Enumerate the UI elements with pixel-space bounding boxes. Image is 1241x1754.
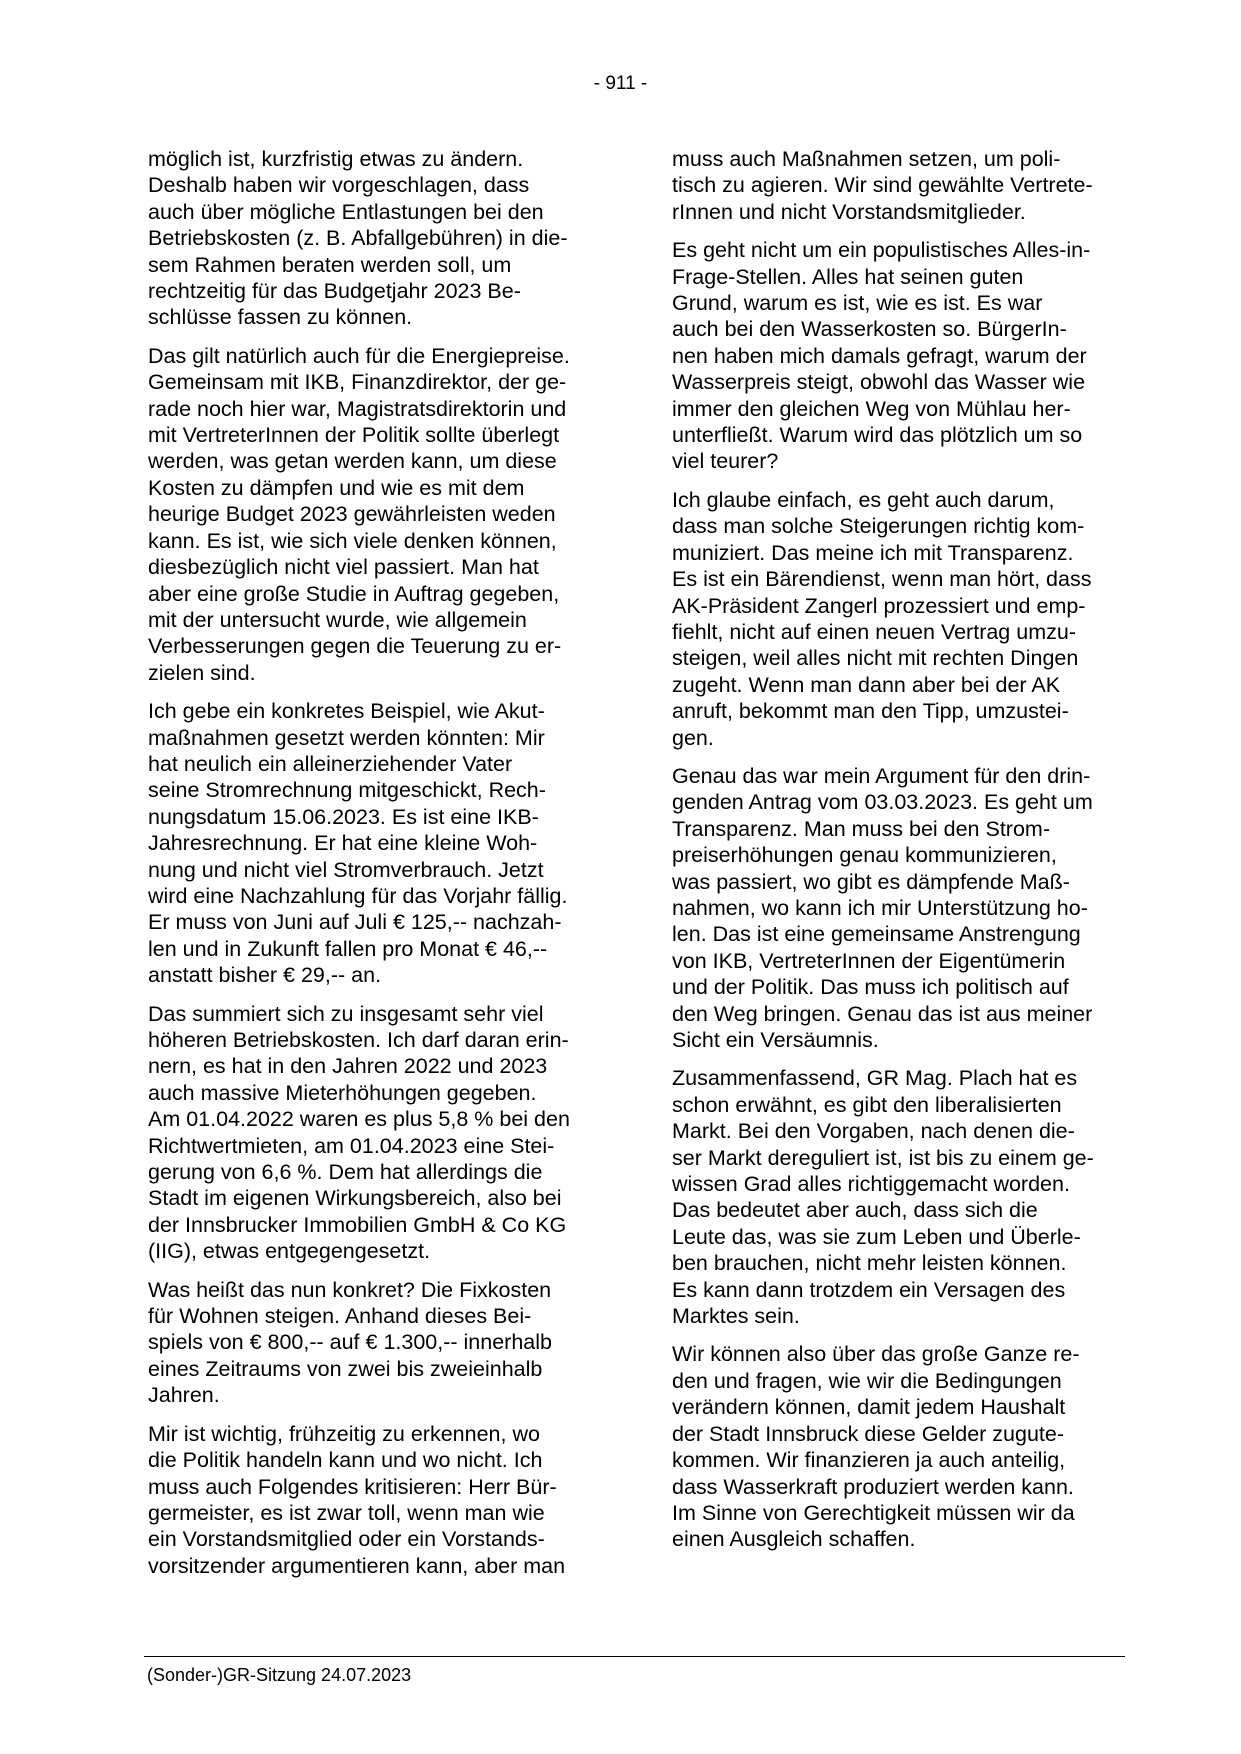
- paragraph: möglich ist, kurzfristig etwas zu ändern. Deshalb haben wir vorgeschlagen, dass auch über mögliche Entlastungen bei den Betriebskosten (z. B. Abfallgebühren) in die- sem Rahmen beraten werden soll, um rechtzeitig für das Budgetjahr 2023 Be- schlüsse fassen zu können.: [148, 147, 568, 330]
- paragraph: Ich glaube einfach, es geht auch darum, dass man solche Steigerungen richtig kom- muniziert. Das meine ich mit Transparenz. Es ist ein Bärendienst, wenn man hört, dass AK-Präsident Zangerl prozessiert und emp- fiehlt, nicht auf einen neuen Vertrag umzu- steigen, weil alles nicht mit rechten Dingen zugeht. Wenn man dann aber bei der AK anruft, bekommt man den Tipp, umzustei- gen.: [672, 487, 1092, 750]
- paragraph: Zusammenfassend, GR Mag. Plach hat es schon erwähnt, es gibt den liberalisierten Markt. Bei den Vorgaben, nach denen die- ser Markt dereguliert ist, ist bis zu einem ge- wissen Grad alles richtiggemacht worden. Das bedeutet aber auch, dass sich die Leute das, was sie zum Leben und Überle- ben brauchen, nicht mehr leisten können. Es kann dann trotzdem ein Versagen des Marktes sein.: [672, 1066, 1094, 1329]
- paragraph: Das summiert sich zu insgesamt sehr viel höheren Betriebskosten. Ich darf daran erin- nern, es hat in den Jahren 2022 und 2023 auch massive Mieterhöhungen gegeben. Am 01.04.2022 waren es plus 5,8 % bei den Richtwertmieten, am 01.04.2023 eine Stei- gerung von 6,6 %. Dem hat allerdings die Stadt im eigenen Wirkungsbereich, also bei der Innsbrucker Immobilien GmbH & Co KG (IIG), etwas entgegengesetzt.: [148, 1001, 570, 1264]
- footer-session-label: (Sonder-)GR-Sitzung 24.07.2023: [147, 1665, 412, 1685]
- right-column: [672, 146, 1122, 1565]
- paragraph: Es geht nicht um ein populistisches Alles-in- Frage-Stellen. Alles hat seinen guten Grund, warum es ist, wie es ist. Es war auch bei den Wasserkosten so. BürgerIn- nen haben mich damals gefragt, warum der Wasserpreis steigt, obwohl das Wasser wie immer den gleichen Weg von Mühlau her- unterfließt. Warum wird das plötzlich um so viel teurer?: [672, 238, 1091, 474]
- paragraph: Was heißt das nun konkret? Die Fixkosten für Wohnen steigen. Anhand dieses Bei- spiels von € 800,-- auf € 1.300,-- innerhalb eines Zeitraums von zwei bis zweieinhalb Jahren.: [148, 1277, 552, 1408]
- page-number: - 911 -: [593, 73, 648, 94]
- paragraph: Wir können also über das große Ganze re- den und fragen, wie wir die Bedingungen verändern können, damit jedem Haushalt der Stadt Innsbruck diese Gelder zugute- kommen. Wir finanzieren ja auch anteilig, dass Wasserkraft produziert werden kann. Im Sinne von Gerechtigkeit müssen wir da einen Ausgleich schaffen.: [672, 1342, 1080, 1552]
- left-column: [148, 146, 598, 1591]
- paragraph: Mir ist wichtig, frühzeitig zu erkennen, wo die Politik handeln kann und wo nicht. Ich muss auch Folgendes kritisieren: Herr Bür- germeister, es ist zwar toll, wenn man wie ein Vorstandsmitglied oder ein Vorstands- vorsitzender argumentieren kann, aber man: [148, 1421, 566, 1578]
- paragraph: Genau das war mein Argument für den drin- genden Antrag vom 03.03.2023. Es geht um Transparenz. Man muss bei den Strom- preiserhöhungen genau kommunizieren, was passiert, wo gibt es dämpfende Maß- nahmen, wo kann ich mir Unterstützung ho- len. Das ist eine gemeinsame Anstrengung von IKB, VertreterInnen der Eigentümerin und der Politik. Das muss ich politisch auf den Weg bringen. Genau das ist aus meiner Sicht ein Versäumnis.: [672, 763, 1093, 1052]
- paragraph: Ich gebe ein konkretes Beispiel, wie Akut- maßnahmen gesetzt werden könnten: Mir hat neulich ein alleinerziehender Vater seine Stromrechnung mitgeschickt, Rech- nungsdatum 15.06.2023. Es ist eine IKB- Jahresrechnung. Er hat eine kleine Woh- nung und nicht viel Stromverbrauch. Jetzt wird eine Nachzahlung für das Vorjahr fällig. Er muss von Juni auf Juli € 125,-- nachzah- len und in Zukunft fallen pro Monat € 46,-- anstatt bisher € 29,-- an.: [148, 699, 568, 988]
- footer-divider: [144, 1656, 1125, 1657]
- paragraph: Das gilt natürlich auch für die Energiepreise. Gemeinsam mit IKB, Finanzdirektor, der ge- rade noch hier war, Magistratsdirektorin und mit VertreterInnen der Politik sollte überlegt werden, was getan werden kann, um diese Kosten zu dämpfen und wie es mit dem heurige Budget 2023 gewährleisten weden kann. Es ist, wie sich viele denken können, diesbezüglich nicht viel passiert. Man hat aber eine große Studie in Auftrag gegeben, mit der untersucht wurde, wie allgemein Verbesserungen gegen die Teuerung zu er- zielen sind.: [148, 343, 570, 685]
- paragraph: muss auch Maßnahmen setzen, um poli- tisch zu agieren. Wir sind gewählte Vertrete- rInnen und nicht Vorstandsmitglieder.: [672, 147, 1093, 224]
